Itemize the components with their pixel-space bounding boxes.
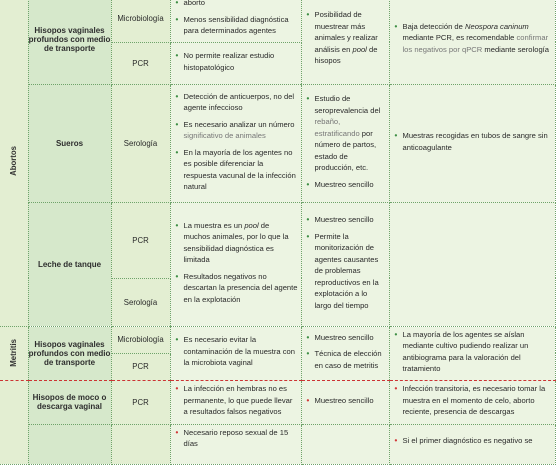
sample-label: Hisopos vaginales profundos con medio de transporte xyxy=(28,25,111,53)
table-row xyxy=(0,202,555,278)
list-item: • Baja detección de Neospora caninum mediante PCR, es recomendable confirmar los negativos por qPCR mediante serología xyxy=(394,21,549,54)
method-label: PCR xyxy=(132,397,149,407)
group-cell-abortos xyxy=(0,0,28,327)
list-item: • aborto xyxy=(175,0,206,7)
advantages-cell xyxy=(301,424,389,464)
list-item: • Técnica de elección en caso de metritis xyxy=(306,349,382,370)
list-item: • En la mayoría de los agentes no es posible diferenciar la respuesta vacunal de la infección natural xyxy=(175,147,296,191)
table-row xyxy=(0,327,555,354)
sample-cell xyxy=(28,84,111,202)
list-item: • Muestras recogidas en tubos de sangre sin anticoagulante xyxy=(394,131,548,152)
method-cell xyxy=(111,424,170,464)
limitations-cell xyxy=(170,84,301,202)
method-label: Serología xyxy=(123,297,158,307)
limitations-cell xyxy=(170,424,301,464)
list-item: • Posibilidad de muestrear más animales y realizar análisis en pool de hisopos xyxy=(306,10,378,65)
method-cell xyxy=(111,278,170,326)
method-label: PCR xyxy=(132,362,149,372)
method-cell xyxy=(111,0,170,42)
list-item: • Es necesario evitar la contaminación de la muestra con la microbiota vaginal xyxy=(175,335,295,368)
method-label: Microbiología xyxy=(117,13,164,23)
list-item: • La mayoría de los agentes se aíslan mediante cultivo pudiendo realizar un antibiograma para la valoración del tratamiento xyxy=(394,329,529,373)
table-row xyxy=(0,84,555,202)
recommendations-cell xyxy=(389,0,555,84)
sample-cell xyxy=(28,327,111,381)
limitations-cell xyxy=(170,327,301,381)
advantages-cell xyxy=(301,0,389,84)
method-label: PCR xyxy=(132,235,149,245)
sample-cell xyxy=(28,424,111,464)
method-cell xyxy=(111,353,170,380)
table-row xyxy=(0,424,555,464)
sample-cell xyxy=(28,380,111,424)
advantages-cell xyxy=(301,327,389,381)
sample-label: Sueros xyxy=(55,138,84,148)
group-cell xyxy=(0,380,28,464)
method-cell xyxy=(111,380,170,424)
table-row xyxy=(0,0,555,42)
list-item: • Permite la monitorización de agentes causantes de problemas reproductivos en la explotación a lo largo del tiempo xyxy=(306,231,379,310)
method-label: PCR xyxy=(132,58,149,68)
recommendations-cell xyxy=(389,380,555,424)
list-item: • La infección en hembras no es permanente, lo que puede llevar a resultados falsos negativos xyxy=(175,384,293,417)
group-label: Metritis xyxy=(9,339,19,368)
recommendations-cell xyxy=(389,327,555,381)
list-item: • Detección de anticuerpos, no del agente infeccioso xyxy=(175,91,295,112)
list-item: • Muestreo sencillo xyxy=(306,332,374,342)
list-item: • Necesario reposo sexual de 15 días xyxy=(175,427,289,448)
limitations-cell xyxy=(170,380,301,424)
list-item: • Estudio de seroprevalencia del rebaño, estratificando por número de partos, estado de producción, etc. xyxy=(306,94,381,172)
sample-cell xyxy=(28,202,111,326)
list-item: • Muestreo sencillo xyxy=(306,395,374,405)
sample-cell xyxy=(28,0,111,84)
sample-label: Hisopos de moco o descarga vaginal xyxy=(32,393,107,411)
advantages-cell xyxy=(301,380,389,424)
method-cell xyxy=(111,42,170,84)
sample-label: Leche de tanque xyxy=(37,259,102,269)
method-label: Microbiología xyxy=(117,335,164,345)
list-item: • Si el primer diagnóstico es negativo se xyxy=(394,435,533,445)
recommendations-cell xyxy=(389,424,555,464)
method-cell xyxy=(111,84,170,202)
limitations-cell xyxy=(170,202,301,326)
table-row xyxy=(0,380,555,424)
list-item: • No permite realizar estudio histopatológico xyxy=(175,51,275,72)
group-label: Abortos xyxy=(9,145,19,176)
advantages-cell xyxy=(301,202,389,326)
list-item: • Resultados negativos no descartan la presencia del agente en la explotación xyxy=(175,271,298,304)
list-item: • Menos sensibilidad diagnóstica para determinados agentes xyxy=(175,14,289,35)
list-item: • Infección transitoria, es necesario tomar la muestra en el momento de celo, aborto reciente, presencia de descargas xyxy=(394,384,546,417)
recommendations-cell xyxy=(389,84,555,202)
method-cell xyxy=(111,327,170,354)
group-cell-metritis xyxy=(0,327,28,381)
limitations-cell xyxy=(170,0,301,42)
list-item: • La muestra es un pool de muchos animales, por lo que la sensibilidad diagnóstica es limitada xyxy=(175,220,289,265)
limitations-cell xyxy=(170,42,301,84)
list-item: • Muestreo sencillo xyxy=(306,179,374,189)
method-cell xyxy=(111,202,170,278)
list-item: • Es necesario analizar un número significativo de animales xyxy=(175,119,295,140)
recommendations-cell xyxy=(389,202,555,326)
advantages-cell xyxy=(301,84,389,202)
sample-label: Hisopos vaginales profundos con medio de transporte xyxy=(28,339,111,367)
method-label: Serología xyxy=(123,138,158,148)
list-item: • Muestreo sencillo xyxy=(306,215,374,224)
